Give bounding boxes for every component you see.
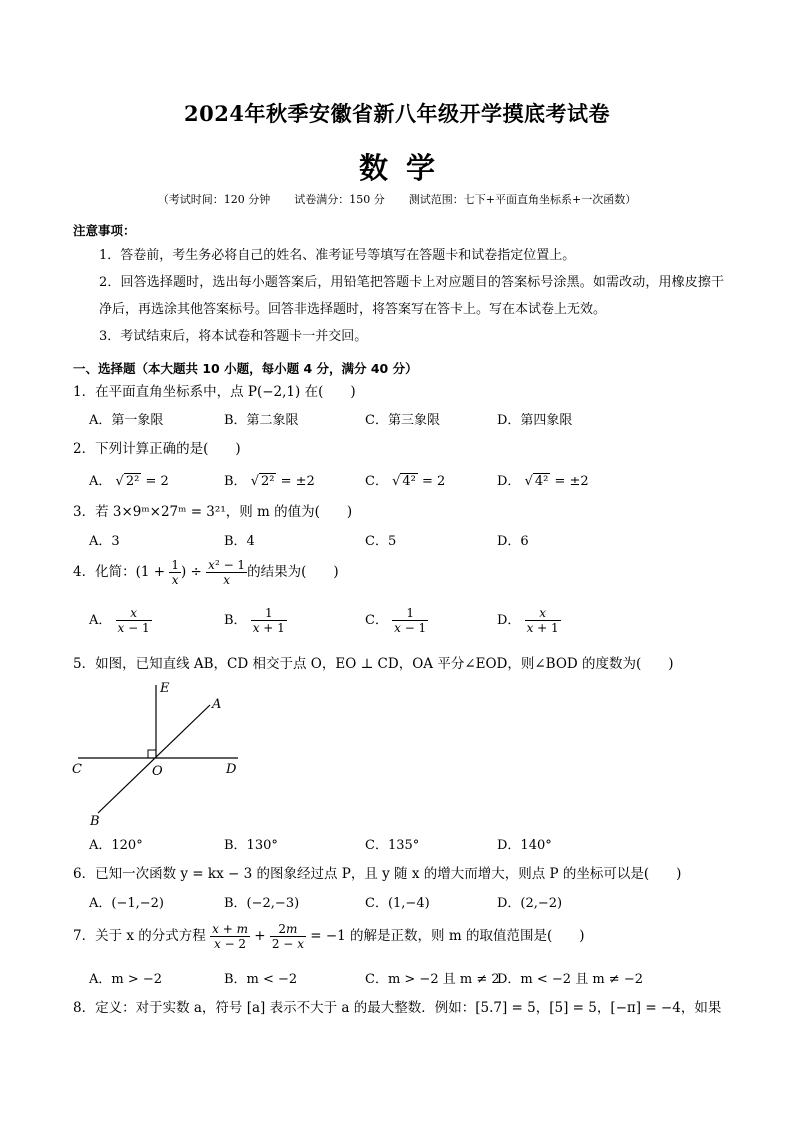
option-a: A．m > −2 xyxy=(89,972,163,987)
option-d: D． √ 4² = ±2 xyxy=(497,474,589,489)
question-7-stem: 7．关于 x 的分式方程 $\frac{x + m}{x - 2}$ + $\frac{2m}{2 - x}$ = −1 的解是正数，则 m 的取值范围是( ) xyxy=(73,922,585,951)
question-5-stem: 5．如图，已知直线 AB，CD 相交于点 O，EO ⊥ CD，OA 平分∠EOD，则∠BOD 的度数为( ) xyxy=(73,656,674,672)
option-c: C．(1,−4) xyxy=(365,896,430,911)
option-a: A．120° xyxy=(89,838,143,853)
option-d: D．(2,−2) xyxy=(497,896,563,911)
option-a: A．(−1,−2) xyxy=(89,896,164,911)
question-8-stem: 8．定义：对于实数 a，符号 [a] 表示不大于 a 的最大整数．例如：[5.7] = 5，[5] = 5，[−π] = −4，如果 xyxy=(73,1000,722,1016)
option-c: C．5 xyxy=(365,534,397,549)
option-b: B．第二象限 xyxy=(224,413,299,428)
subject-title: 数学 xyxy=(358,151,453,185)
option-b: B． $\frac{1}{x + 1}$ xyxy=(224,606,285,635)
option-a: A．第一象限 xyxy=(89,413,164,428)
option-c: C．第三象限 xyxy=(365,413,440,428)
option-d: D．6 xyxy=(497,534,529,549)
option-b: B． √ 2² = ±2 xyxy=(224,474,315,489)
question-2-stem: 2．下列计算正确的是( ) xyxy=(73,441,241,457)
exam-info xyxy=(0,191,794,207)
exam-time: （考试时间：120 分钟 xyxy=(157,193,271,206)
exam-scope: 测试范围：七下+平面直角坐标系+一次函数） xyxy=(408,193,637,206)
line-ab xyxy=(98,705,210,813)
option-b: B．(−2,−3) xyxy=(224,896,300,911)
note-item: 2．回答选择题时，选出每小题答案后，用铅笔把答题卡上对应题目的答案标号涂黑。如需改动，用橡皮擦干净后，再选涂其他答案标号。回答非选择题时，将答案写在答卡上。写在本试卷上无效。 xyxy=(99,275,724,317)
note-item: 1．答卷前，考生务必将自己的姓名、准考证号等填写在答题卡和试卷指定位置上。 xyxy=(99,248,576,263)
label-e: E xyxy=(160,681,170,696)
question-6-stem: 6．已知一次函数 y = kx − 3 的图象经过点 P，且 y 随 x 的增大而增大，则点 P 的坐标可以是( ) xyxy=(73,866,682,882)
option-d: D．m < −2 且 m ≠ −2 xyxy=(497,972,643,987)
option-a: A． √ 2² = 2 xyxy=(89,474,169,489)
exam-title: 2024年秋季安徽省新八年级开学摸底考试卷 xyxy=(184,101,610,126)
option-d: D．140° xyxy=(497,838,552,853)
option-c: C．m > −2 且 m ≠ 2 xyxy=(365,972,500,987)
option-b: B．4 xyxy=(224,534,255,549)
label-b: B xyxy=(90,814,100,829)
option-d: D． $\frac{x}{x + 1}$ xyxy=(497,606,559,635)
option-b: B．130° xyxy=(224,838,278,853)
note-item: 3．考试结束后，将本试卷和答题卡一并交回。 xyxy=(99,329,368,344)
notes-heading: 注意事项： xyxy=(73,223,136,238)
question-4-stem: 4．化简：(1 + $\frac{1}{x}$ ) ÷ $\frac{\text{x² − 1}}{x}$ 的结果为( ) xyxy=(73,558,339,587)
option-a: A．3 xyxy=(89,534,120,549)
label-o: O xyxy=(152,764,163,779)
option-d: D．第四象限 xyxy=(497,413,573,428)
geometry-figure xyxy=(68,675,258,830)
option-c: C． $\frac{1}{x - 1}$ xyxy=(365,606,427,635)
question-3-stem: 3．若 3×9ᵐ×27ᵐ = 3²¹，则 m 的值为( ) xyxy=(73,504,353,520)
right-angle-mark xyxy=(148,750,156,758)
question-1-stem: 1．在平面直角坐标系中，点 P(−2,1) 在( ) xyxy=(73,384,356,400)
label-d: D xyxy=(226,762,237,777)
option-c: C．135° xyxy=(365,838,420,853)
option-b: B．m < −2 xyxy=(224,972,298,987)
option-a: A． $\frac{x}{x - 1}$ xyxy=(89,606,150,635)
label-a: A xyxy=(212,697,222,712)
exam-score: 试卷满分：150 分 xyxy=(294,193,385,206)
option-c: C． √ 4² = 2 xyxy=(365,474,446,489)
section-heading: 一、选择题（本大题共 10 小题，每小题 4 分，满分 40 分） xyxy=(73,361,418,376)
label-c: C xyxy=(72,762,82,777)
